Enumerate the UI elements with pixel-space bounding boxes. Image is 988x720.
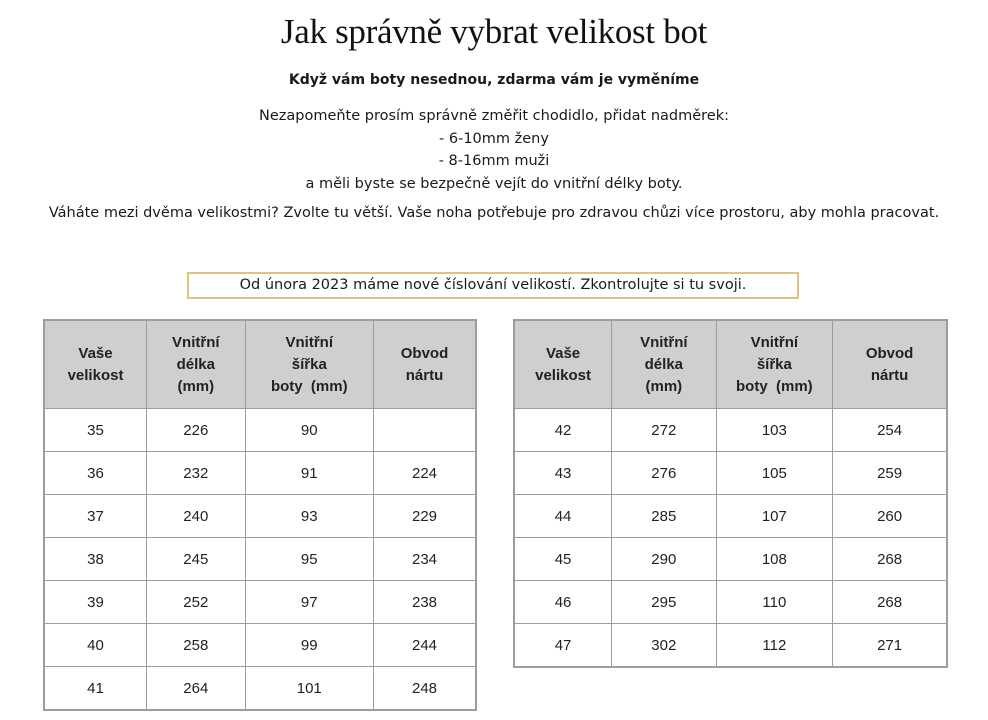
header-inner-width: Vnitřní šířka boty (mm) (716, 320, 833, 409)
table-row (44, 538, 476, 581)
table-cell: 97 (245, 581, 373, 624)
table-cell: 40 (44, 624, 147, 667)
subtitle: Když vám boty nesednou, zdarma vám je vyměníme (288, 72, 700, 88)
table-cell: 93 (245, 495, 373, 538)
table-cell: 39 (44, 581, 147, 624)
table-cell: 260 (833, 495, 947, 538)
table-cell: 238 (374, 581, 476, 624)
table-cell: 105 (716, 452, 833, 495)
table-cell: 254 (833, 409, 947, 452)
table-cell: 90 (245, 409, 373, 452)
table-row (44, 624, 476, 667)
table-row (514, 409, 947, 452)
table-cell: 268 (833, 538, 947, 581)
table-cell: 224 (374, 452, 476, 495)
table-row (514, 495, 947, 538)
table-cell: 234 (374, 538, 476, 581)
table-cell: 35 (44, 409, 147, 452)
table-cell: 37 (44, 495, 147, 538)
table-row (514, 538, 947, 581)
header-inner-length: Vnitřní délka (mm) (612, 320, 716, 409)
header-inner-width: Vnitřní šířka boty (mm) (245, 320, 373, 409)
table-cell: 112 (716, 624, 833, 668)
table-body (44, 409, 476, 711)
header-size: Vaše velikost (514, 320, 612, 409)
size-table-right (513, 319, 948, 668)
table-cell: 43 (514, 452, 612, 495)
table-header-row (514, 320, 947, 409)
table-cell: 226 (147, 409, 245, 452)
table-row (44, 495, 476, 538)
notice-box: Od února 2023 máme nové číslování velikostí. Zkontrolujte si tu svoji. (187, 272, 799, 299)
size-advice: Váháte mezi dvěma velikostmi? Zvolte tu větší. Vaše noha potřebuje pro zdravou chůzi více prostoru, aby mohla pracovat. (48, 205, 940, 221)
table-cell: 41 (44, 667, 147, 711)
table-cell: 107 (716, 495, 833, 538)
table-row (44, 409, 476, 452)
table-cell: 99 (245, 624, 373, 667)
instruction-line: - 8-16mm muži (438, 153, 550, 169)
table-cell: 264 (147, 667, 245, 711)
table-cell: 276 (612, 452, 716, 495)
table-header-row (44, 320, 476, 409)
header-size: Vaše velikost (44, 320, 147, 409)
table-row (514, 624, 947, 668)
size-table-left (43, 319, 477, 711)
table-cell: 244 (374, 624, 476, 667)
table-cell: 110 (716, 581, 833, 624)
table-cell: 258 (147, 624, 245, 667)
table-cell: 252 (147, 581, 245, 624)
table-cell: 285 (612, 495, 716, 538)
measuring-instructions (0, 105, 988, 195)
table-row (44, 667, 476, 711)
table-cell: 302 (612, 624, 716, 668)
table-cell: 229 (374, 495, 476, 538)
table-cell: 232 (147, 452, 245, 495)
header-instep: Obvod nártu (374, 320, 476, 409)
table-cell: 47 (514, 624, 612, 668)
table-cell: 95 (245, 538, 373, 581)
table-cell: 46 (514, 581, 612, 624)
table-cell: 108 (716, 538, 833, 581)
table-cell: 272 (612, 409, 716, 452)
table-cell: 45 (514, 538, 612, 581)
instruction-line: - 6-10mm ženy (439, 130, 549, 147)
table-cell: 271 (833, 624, 947, 668)
table-row (514, 581, 947, 624)
table-cell: 91 (245, 452, 373, 495)
page-title: Jak správně vybrat velikost bot (280, 12, 708, 51)
table-cell: 259 (833, 452, 947, 495)
table-cell (374, 409, 476, 452)
header-instep: Obvod nártu (833, 320, 947, 409)
table-cell: 290 (612, 538, 716, 581)
instruction-line: a měli byste se bezpečně vejít do vnitřní délky boty. (305, 175, 683, 192)
table-row (514, 452, 947, 495)
table-body (514, 409, 947, 668)
table-cell: 295 (612, 581, 716, 624)
table-cell: 101 (245, 667, 373, 711)
table-cell: 38 (44, 538, 147, 581)
table-cell: 245 (147, 538, 245, 581)
table-cell: 36 (44, 452, 147, 495)
table-cell: 44 (514, 495, 612, 538)
table-cell: 103 (716, 409, 833, 452)
table-row (44, 581, 476, 624)
header-inner-length: Vnitřní délka (mm) (147, 320, 245, 409)
instruction-line: Nezapomeňte prosím správně změřit chodidlo, přidat nadměrek: (258, 108, 729, 124)
table-cell: 268 (833, 581, 947, 624)
table-row (44, 452, 476, 495)
table-cell: 240 (147, 495, 245, 538)
table-cell: 248 (374, 667, 476, 711)
table-cell: 42 (514, 409, 612, 452)
